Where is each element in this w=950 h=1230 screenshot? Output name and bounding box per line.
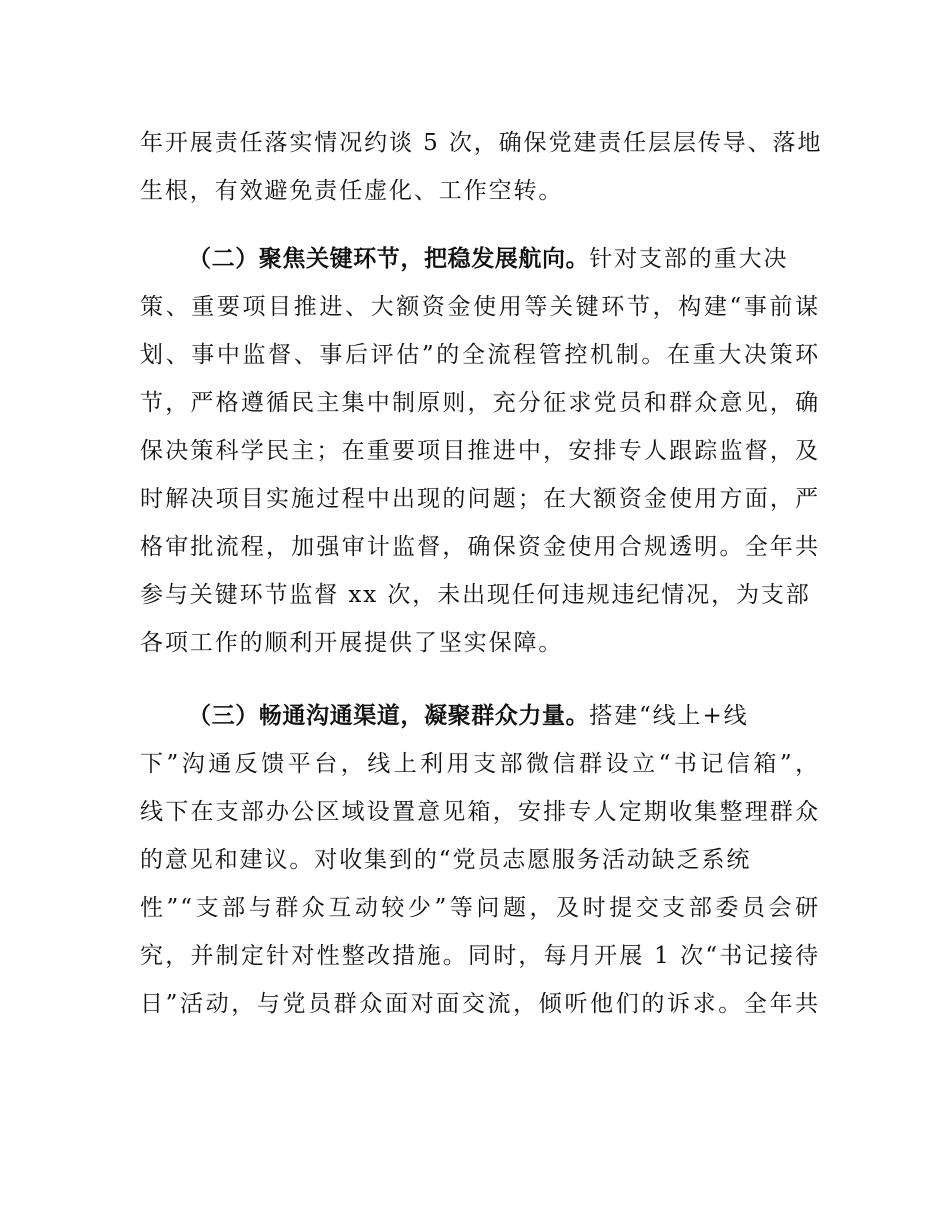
section-heading-line [188, 701, 820, 731]
paragraph-line: 日”活动，与党员群众面对面交流，倾听他们的诉求。全年共 [140, 991, 820, 1017]
paragraph-line: 参与关键环节监督 xx 次，未出现任何违规违纪情况，为支部 [140, 582, 811, 608]
paragraph-line: 年开展责任落实情况约谈 5 次，确保党建责任层层传导、落地 [140, 130, 823, 156]
section-heading-line [188, 244, 820, 274]
paragraph-line: 下”沟通反馈平台，线上利用支部微信群设立“书记信箱”， [140, 751, 820, 777]
paragraph-line: 生根，有效避免责任虚化、工作空转。 [140, 178, 564, 204]
paragraph-line: 格审批流程，加强审计监督，确保资金使用合规透明。全年共 [140, 534, 820, 560]
paragraph-line: 的意见和建议。对收集到的“党员志愿服务活动缺乏系统 [140, 847, 752, 873]
section-heading: （二）聚焦关键环节，把稳发展航向。 [188, 246, 590, 272]
section-heading-rest: 搭建“线上+线 [589, 703, 749, 729]
paragraph-line: 时解决项目实施过程中出现的问题；在大额资金使用方面，严 [140, 486, 820, 512]
paragraph-line: 策、重要项目推进、大额资金使用等关键环节，构建“事前谋 [140, 294, 820, 320]
paragraph-line: 各项工作的顺利开展提供了坚实保障。 [140, 630, 564, 656]
paragraph-line: 性”“支部与群众互动较少”等问题，及时提交支部委员会研 [140, 895, 820, 921]
paragraph-line: 线下在支部办公区域设置意见箱，安排专人定期收集整理群众 [140, 799, 820, 825]
paragraph-line: 节，严格遵循民主集中制原则，充分征求党员和群众意见，确 [140, 390, 820, 416]
section-heading: （三）畅通沟通渠道，凝聚群众力量。 [188, 703, 590, 729]
section-heading-rest: 针对支部的重大决 [589, 246, 789, 272]
paragraph-line: 究，并制定针对性整改措施。同时，每月开展 1 次“书记接待 [140, 943, 820, 969]
paragraph-line: 保决策科学民主；在重要项目推进中，安排专人跟踪监督，及 [140, 438, 820, 464]
paragraph-line: 划、事中监督、事后评估”的全流程管控机制。在重大决策环 [140, 342, 820, 368]
